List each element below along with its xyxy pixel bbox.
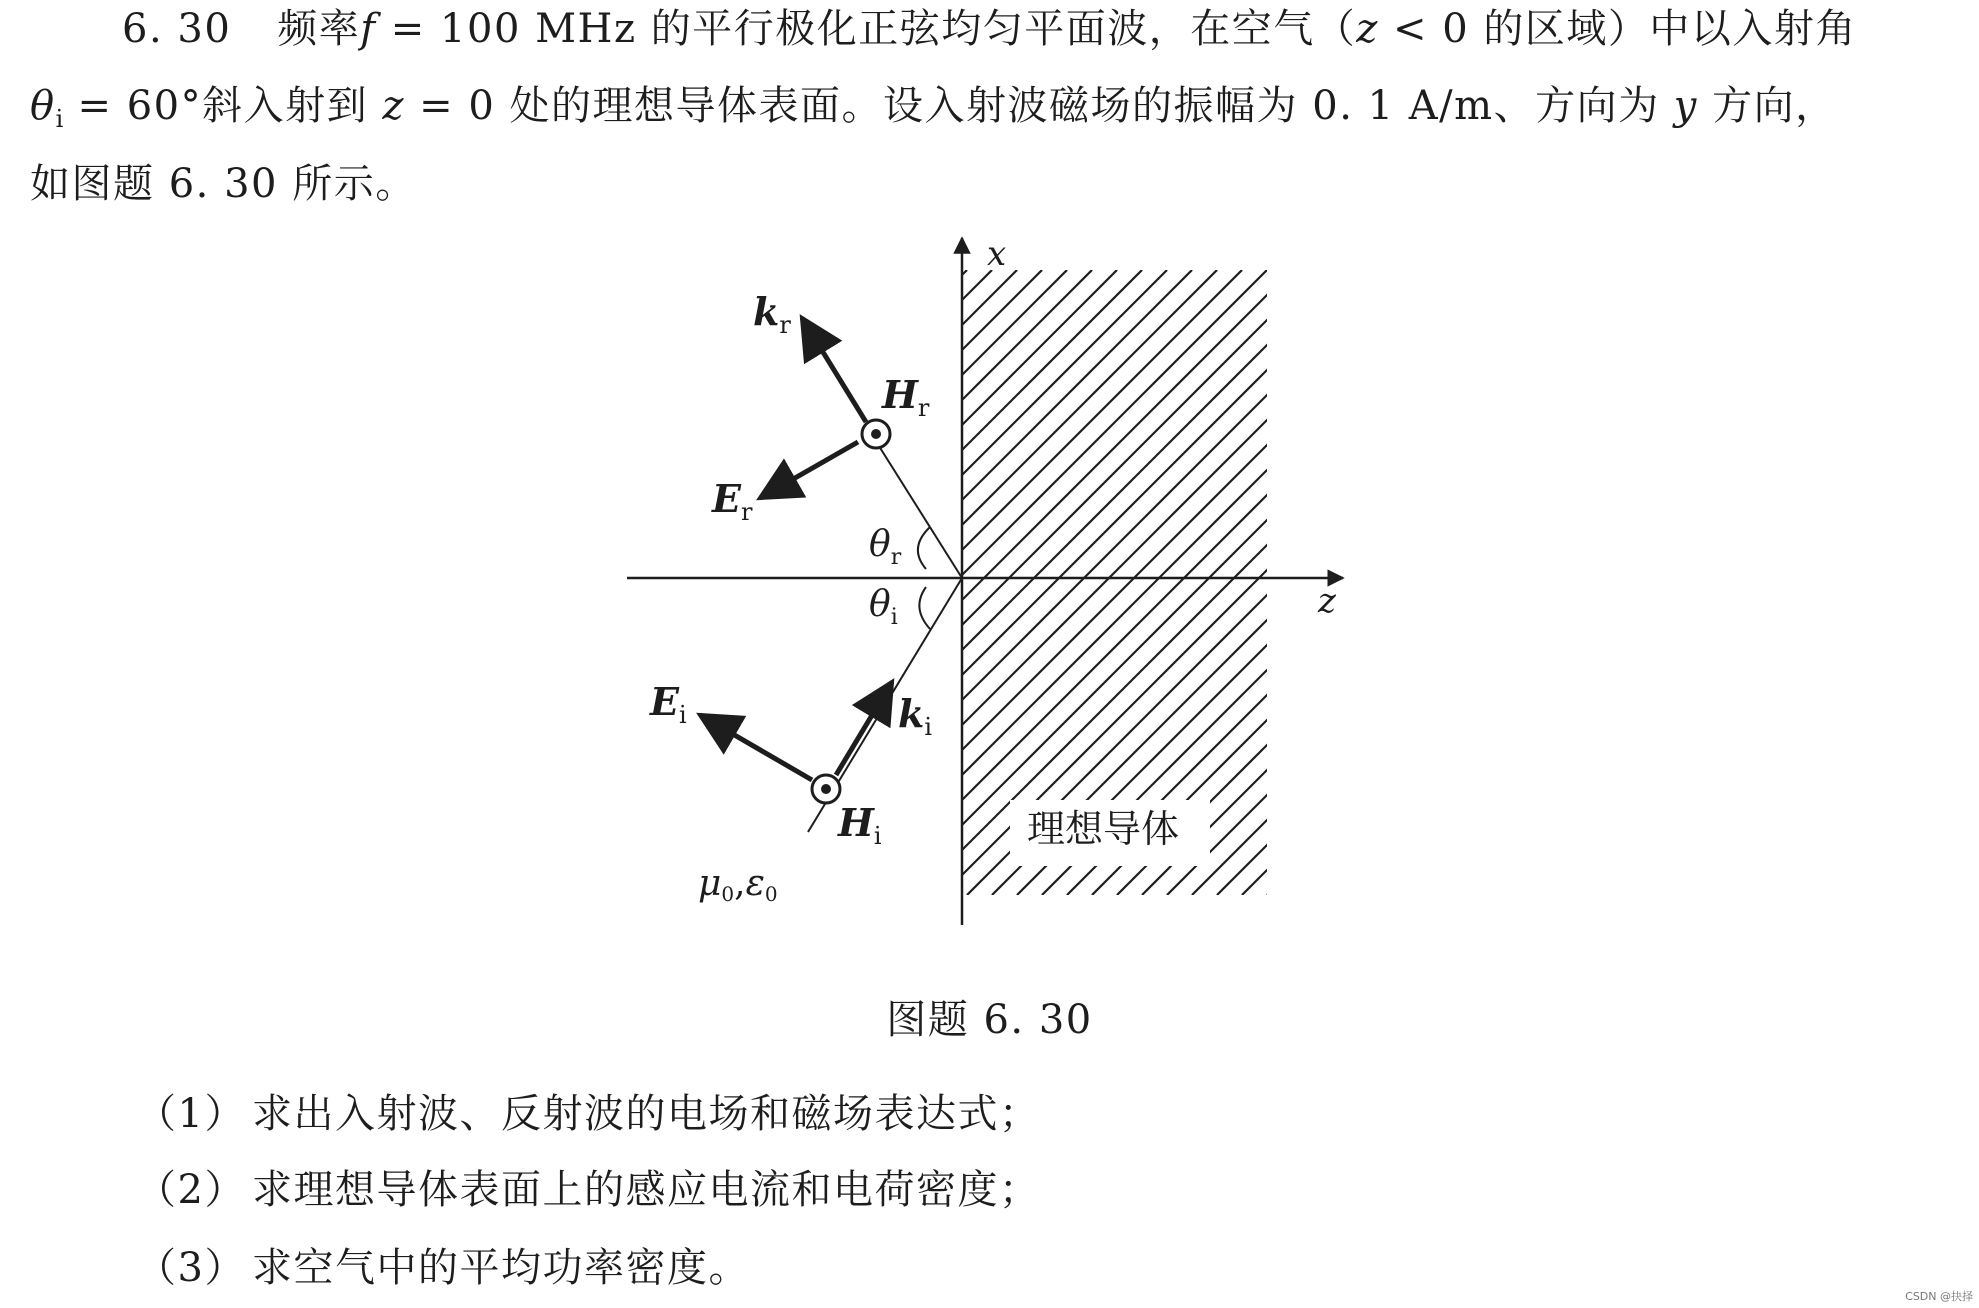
theta-r-arc bbox=[918, 527, 930, 569]
H-r-dot bbox=[871, 429, 881, 439]
hatch-line bbox=[417, 270, 1042, 895]
question-text: 求空气中的平均功率密度。 bbox=[251, 1245, 750, 1291]
problem-number: 6. 30 bbox=[122, 6, 232, 52]
k-i-label: $k_i$ bbox=[898, 691, 933, 741]
hatch-line bbox=[1167, 270, 1792, 895]
figure-caption: 图题 6. 30 bbox=[886, 997, 1093, 1043]
y-symbol: y bbox=[1673, 83, 1698, 129]
question-text: 求出入射波、反射波的电场和磁场表达式； bbox=[251, 1091, 1041, 1137]
k-r-vector bbox=[802, 318, 866, 422]
frequency-symbol: f bbox=[360, 6, 377, 52]
theta-i-label: $\theta_i$ bbox=[869, 584, 898, 630]
problem-text: = 100 MHz 的平行极化正弦均匀平面波，在空气（ bbox=[376, 6, 1357, 52]
problem-text: = 0 处的理想导体表面。设入射波磁场的振幅为 0. 1 A/m、方向为 bbox=[404, 83, 1674, 129]
question-1 bbox=[136, 1090, 1040, 1138]
theta-i-arc bbox=[919, 587, 930, 629]
question-2 bbox=[136, 1166, 1040, 1214]
hatch-line bbox=[1142, 270, 1767, 895]
E-i-label: $E_i$ bbox=[650, 679, 687, 729]
hatch-line bbox=[1117, 270, 1742, 895]
question-3 bbox=[136, 1244, 750, 1292]
hatch-line bbox=[367, 270, 992, 895]
problem-text: < 0 的区域）中以入射角 bbox=[1378, 6, 1857, 52]
theta-r-label: $\theta_r$ bbox=[869, 524, 902, 570]
problem-text: 如图题 6. 30 所示。 bbox=[30, 161, 417, 207]
medium-parameters-label: μ0,ε0 bbox=[698, 863, 778, 906]
question-number: （2） bbox=[136, 1167, 246, 1213]
hatch-line bbox=[467, 270, 1092, 895]
question-text: 求理想导体表面上的感应电流和电荷密度； bbox=[251, 1167, 1041, 1213]
hatch-line bbox=[1217, 270, 1842, 895]
incidence-angle-symbol: θ bbox=[30, 83, 56, 129]
problem-text: = 60°斜入射到 bbox=[63, 83, 383, 129]
H-i-dot bbox=[821, 784, 831, 794]
watermark: CSDN @抉择 bbox=[1905, 1290, 1973, 1303]
hatch-line bbox=[392, 270, 1017, 895]
hatch-line bbox=[1267, 270, 1892, 895]
incidence-angle-subscript: i bbox=[55, 105, 64, 133]
conductor-label: 理想导体 bbox=[1026, 807, 1180, 851]
x-axis-label: x bbox=[987, 234, 1007, 274]
E-r-label: $E_r$ bbox=[712, 476, 753, 526]
question-number: （1） bbox=[136, 1091, 246, 1137]
k-r-label: $k_r$ bbox=[753, 289, 791, 339]
H-i-label: $H_i$ bbox=[838, 800, 882, 850]
k-i-vector bbox=[836, 682, 892, 775]
question-number: （3） bbox=[136, 1245, 246, 1291]
hatch-line bbox=[442, 270, 1067, 895]
z-symbol: z bbox=[1356, 6, 1379, 52]
E-r-vector bbox=[760, 442, 858, 498]
hatch-line bbox=[1192, 270, 1817, 895]
H-r-label: $H_r$ bbox=[882, 372, 930, 422]
E-i-vector bbox=[700, 715, 812, 780]
hatch-line bbox=[692, 270, 1317, 895]
z-axis-label: z bbox=[1318, 581, 1336, 621]
problem-text: 方向， bbox=[1697, 83, 1837, 129]
problem-text: 频率 bbox=[277, 6, 361, 52]
z-symbol: z bbox=[382, 83, 405, 129]
